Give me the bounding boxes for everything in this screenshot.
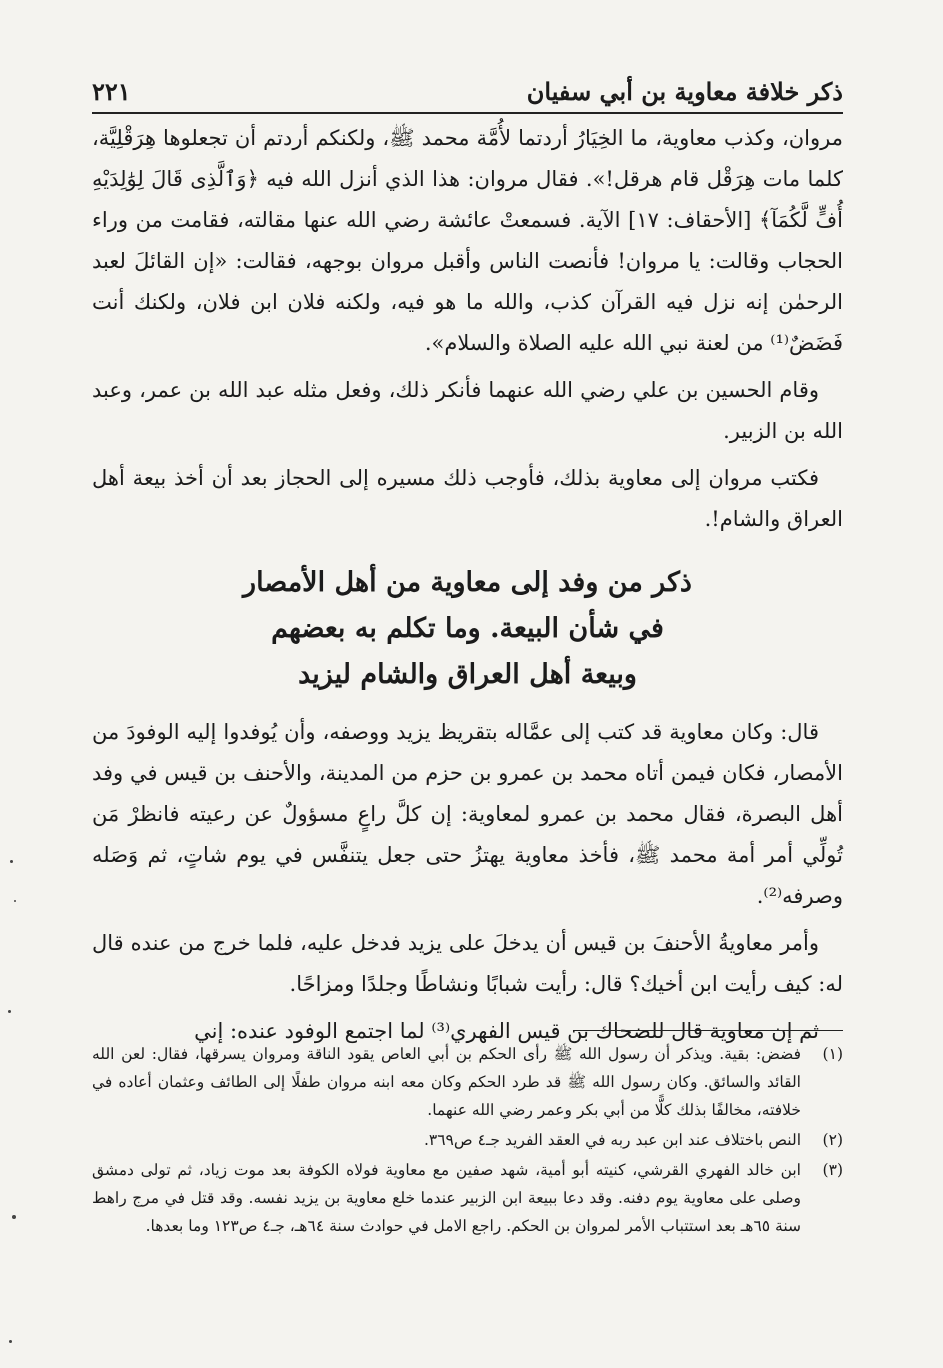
footnote <box>92 1040 843 1124</box>
section-heading-line: وبيعة أهل العراق والشام ليزيد <box>298 659 637 690</box>
footnote-text: ابن خالد الفهري القرشي، كنيته أبو أمية، شهد صفين مع معاوية فولاه الكوفة بعد موت زياد، ثم تولى دمشق وصلى على معاوية يوم دفنه. وقد دعا ببيعة ابن الزبير عندما خلع معاوية بن يزيد نفسه. وقد قتل في مرج راهط سنة ٦٥هـ بعد استتباب الأمر لمروان بن الحكم. راجع الامل في حوادث سنة ٦٤هـ، جـ٤ ص١٢٣ وما بعدها. <box>92 1161 801 1235</box>
scan-speck <box>14 900 16 902</box>
footnote-number: (٢) <box>822 1131 843 1149</box>
footnote <box>92 1126 843 1154</box>
paragraph: وقام الحسين بن علي رضي الله عنهما فأنكر ذلك، وفعل مثله عبد الله بن عمر، وعبد الله بن الزبير. <box>92 378 843 443</box>
main-text <box>92 118 843 1058</box>
section-heading-line: في شأن البيعة. وما تكلم به بعضهم <box>271 613 664 644</box>
paragraph: مروان، وكذب معاوية، ما الخِيَارُ أردتما لأُمَّة محمد ﷺ، ولكنكم أردتم أن تجعلوها هِرَقْلِيَّة، كلما مات هِرَقْل قام هرقل!». فقال مروان: هذا الذي أنزل الله فيه ﴿وَٱلَّذِى قَالَ لِوَٰلِدَيْهِ أُفٍّ لَّكُمَآ﴾ [الأحقاف: ١٧] الآية. فسمعتْ عائشة رضي الله عنها مقالته، فقامت من وراء الحجاب وقالت: يا مروان! فأنصت الناس وأقبل مروان بوجهه، فقالت: «إن القائلَ لعبد الرحمٰن إنه نزل فيه القرآن كذب، والله ما هو فيه، ولكنه فلان ابن فلان، ولكنك أنت فَضَضٌ⁽¹⁾ من لعنة نبي الله عليه الصلاة والسلام». <box>92 126 843 355</box>
scan-speck <box>9 1340 12 1343</box>
paragraph: قال: وكان معاوية قد كتب إلى عمَّاله بتقريظ يزيد ووصفه، وأن يُوفدوا إليه الوفودَ من الأمصار، فكان فيمن أتاه محمد بن عمرو بن حزم من المدينة، والأحنف بن قيس في وفد أهل البصرة، فقال محمد بن عمرو لمعاوية: إن كلَّ راعٍ مسؤولٌ عن رعيته فانظرْ مَن تُولِّي أمر أمة محمد ﷺ، فأخذ معاوية يهتزُ حتى جعل يتنفَّس في يوم شاتٍ، ثم وَصَله وصرفه⁽²⁾. <box>92 720 843 908</box>
section-heading-line: ذكر من وفد إلى معاوية من أهل الأمصار <box>243 567 692 598</box>
section-heading <box>92 560 843 698</box>
scan-speck <box>12 1215 16 1219</box>
scan-speck <box>8 1010 11 1013</box>
scan-speck <box>10 860 13 863</box>
footnote-number: (١) <box>822 1045 843 1063</box>
paragraph: وأمر معاويةُ الأحنفَ بن قيس أن يدخلَ على يزيد فدخل عليه، فلما خرج من عنده قال له: كيف رأيت ابن أخيك؟ قال: رأيت شبابًا ونشاطًا وجلدًا ومزاحًا. <box>92 931 843 996</box>
footnotes <box>92 1040 843 1242</box>
paragraph: فكتب مروان إلى معاوية بذلك، فأوجب ذلك مسيره إلى الحجاز بعد أن أخذ بيعة أهل العراق والشام!. <box>92 466 843 531</box>
page-number: ٢٢١ <box>92 77 131 106</box>
footnote-number: (٣) <box>822 1161 843 1179</box>
paragraph: ثم إن معاوية قال للضحاك بن قيس الفهري⁽³⁾ لما اجتمع الوفود عنده: إني <box>194 1019 819 1043</box>
footnote <box>92 1156 843 1240</box>
footnote-text: فضض: بقية. ويذكر أن رسول الله ﷺ رأى الحكم بن أبي العاص يقود الناقة ومروان يسرقها، فقال: لعن الله القائد والسائق. وكان رسول الله ﷺ قد طرد الحكم وكان معه ابنه مروان طفلًا إلى الطائف وعثمان أعاده في خلافته، مخالفًا بذلك كلًّا من أبي بكر وعمر رضي الله عنهما. <box>92 1045 801 1119</box>
running-title: ذكر خلافة معاوية بن أبي سفيان <box>526 77 843 106</box>
page-header <box>92 60 843 114</box>
footnote-text: النص باختلاف عند ابن عبد ربه في العقد الفريد جـ٤ ص٣٦٩. <box>423 1131 801 1149</box>
footnote-separator <box>573 1030 843 1031</box>
